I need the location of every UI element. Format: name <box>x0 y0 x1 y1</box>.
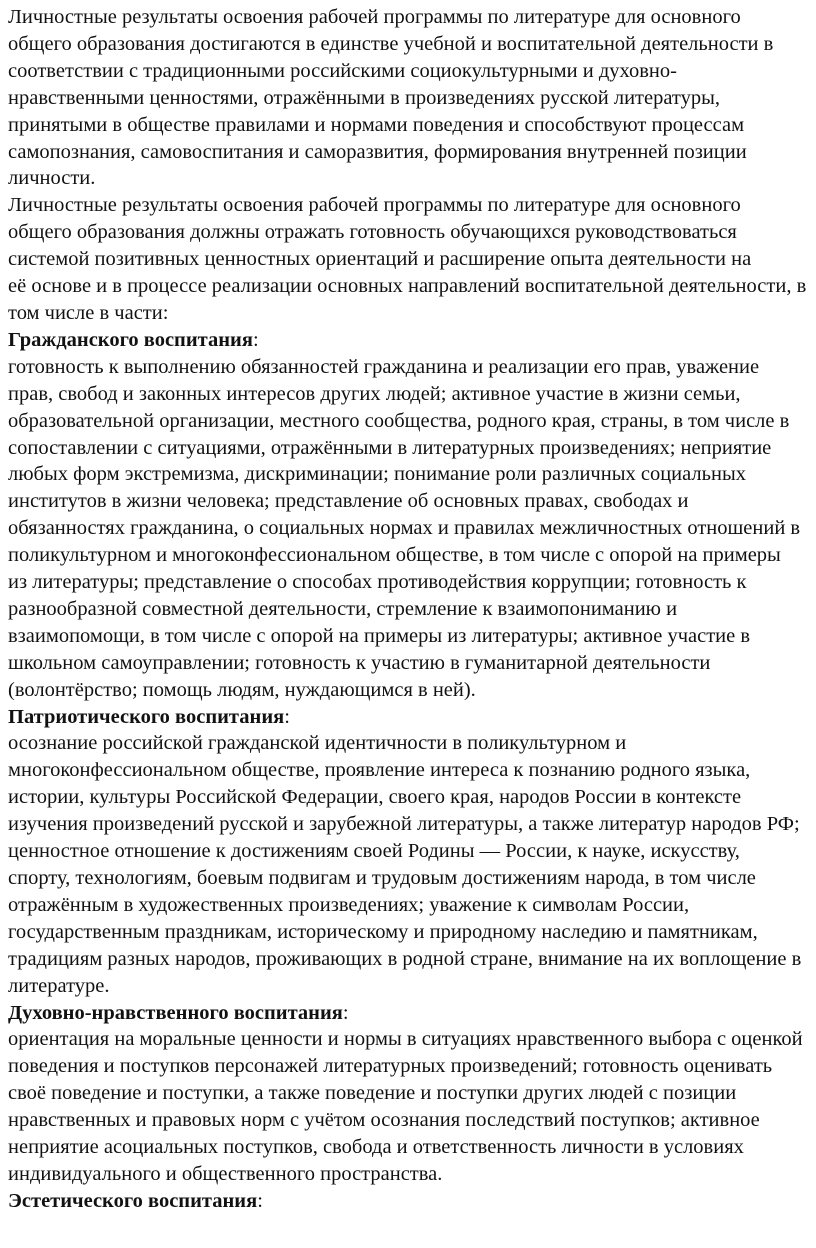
section-heading-text: Гражданского воспитания <box>8 328 253 351</box>
intro-paragraph-2 <box>8 192 816 327</box>
section-body-moral <box>8 1026 816 1187</box>
text-line: Личностные результаты освоения рабочей программы по литературе для основного <box>8 6 741 28</box>
text-line: своё поведение и поступки, а также поведение и поступки других людей с позиции <box>8 1082 737 1105</box>
section-heading-text: Эстетического воспитания <box>8 1189 258 1212</box>
heading-colon: : <box>252 328 259 351</box>
text-line: нравственными ценностями, отражёнными в произведениях русской литературы, <box>8 86 721 109</box>
text-line: сопоставлении с ситуациями, отражёнными в литературных произведениях; неприятие <box>8 436 772 459</box>
text-line: из литературы; представление о способах противодействия коррупции; готовность к <box>8 571 747 594</box>
text-line: отражённым в художественных произведениях; уважение к символам России, <box>8 893 690 916</box>
section-heading-moral <box>8 1000 816 1027</box>
text-line: институтов в жизни человека; представление об основных правах, свободах и <box>8 490 689 513</box>
text-line: общего образования достигаются в единстве учебной и воспитательной деятельности в <box>8 32 774 55</box>
section-body-patriotic <box>8 730 816 999</box>
section-heading-aesthetic <box>8 1188 816 1215</box>
text-line: образовательной организации, местного сообщества, родного края, страны, в том числе в <box>8 409 790 432</box>
text-line: ценностное отношение к достижениям своей Родины — России, к науке, искусству, <box>8 840 740 863</box>
text-line: самопознания, самовоспитания и саморазвития, формирования внутренней позиции <box>8 140 747 163</box>
section-heading-civic <box>8 327 816 354</box>
text-line: нравственных и правовых норм с учётом осознания последствий поступков; активное <box>8 1109 760 1132</box>
section-body-civic <box>8 354 816 704</box>
text-line: системой позитивных ценностных ориентаций и расширение опыта деятельности на <box>8 248 752 271</box>
text-line: поведения и поступков персонажей литературных произведений; готовность оценивать <box>8 1055 773 1078</box>
text-line: осознание российской гражданской идентичности в поликультурном и <box>8 732 627 755</box>
text-line: том числе в части: <box>8 301 169 324</box>
text-line: обязанностях гражданина, о социальных нормах и правилах межличностных отношений в <box>8 517 801 540</box>
intro-paragraph-1 <box>8 4 816 192</box>
text-line: разнообразной совместной деятельности, стремление к взаимопониманию и <box>8 597 678 620</box>
text-line: многоконфессиональном обществе, проявление интереса к познанию родного языка, <box>8 759 751 782</box>
text-line: Личностные результаты освоения рабочей программы по литературе для основного <box>8 194 741 217</box>
text-line: изучения произведений русской и зарубежной литературы, а также литератур народов РФ; <box>8 813 800 836</box>
text-line: ориентация на моральные ценности и нормы в ситуациях нравственного выбора с оценкой <box>8 1028 803 1051</box>
text-line: готовность к выполнению обязанностей гражданина и реализации его прав, уважение <box>8 355 760 378</box>
heading-colon: : <box>257 1189 263 1212</box>
text-line: истории, культуры Российской Федерации, своего края, народов России в контексте <box>8 786 742 809</box>
text-line: традициям разных народов, проживающих в родной стране, внимание на их воплощение в <box>8 947 802 970</box>
text-line: спорту, технологиям, боевым подвигам и трудовым достижениям народа, в том числе <box>8 867 756 889</box>
section-heading-text: Духовно-нравственного воспитания <box>8 1001 343 1024</box>
text-line: взаимопомощи, в том числе с опорой на примеры из литературы; активное участие в <box>8 624 751 647</box>
text-line: её основе и в процессе реализации основных направлений воспитательной деятельности, в <box>8 275 807 298</box>
section-heading-patriotic <box>8 704 816 731</box>
text-line: любых форм экстремизма, дискриминации; понимание роли различных социальных <box>8 463 746 486</box>
section-heading-text: Патриотического воспитания <box>8 705 285 728</box>
text-line: прав, свобод и законных интересов других людей; активное участие в жизни семьи, <box>8 382 741 405</box>
text-line: личности. <box>8 167 96 190</box>
text-line: индивидуального и общественного пространства. <box>8 1162 443 1185</box>
text-line: (волонтёрство; помощь людям, нуждающимся в ней). <box>8 678 476 701</box>
text-line: школьном самоуправлении; готовность к участию в гуманитарной деятельности <box>8 651 711 674</box>
text-line: литературе. <box>8 974 110 997</box>
text-line: неприятие асоциальных поступков, свобода и ответственность личности в условиях <box>8 1136 744 1159</box>
text-line: принятыми в обществе правилами и нормами поведения и способствуют процессам <box>8 113 745 136</box>
text-line: общего образования должны отражать готовность обучающихся руководствоваться <box>8 221 737 244</box>
heading-colon: : <box>342 1001 349 1024</box>
text-line: соответствии с традиционными российскими социокультурными и духовно- <box>8 59 677 82</box>
heading-colon: : <box>284 705 290 728</box>
text-line: государственным праздникам, историческому и природному наследию и памятникам, <box>8 920 758 943</box>
text-line: поликультурном и многоконфессиональном обществе, в том числе с опорой на примеры <box>8 544 781 567</box>
